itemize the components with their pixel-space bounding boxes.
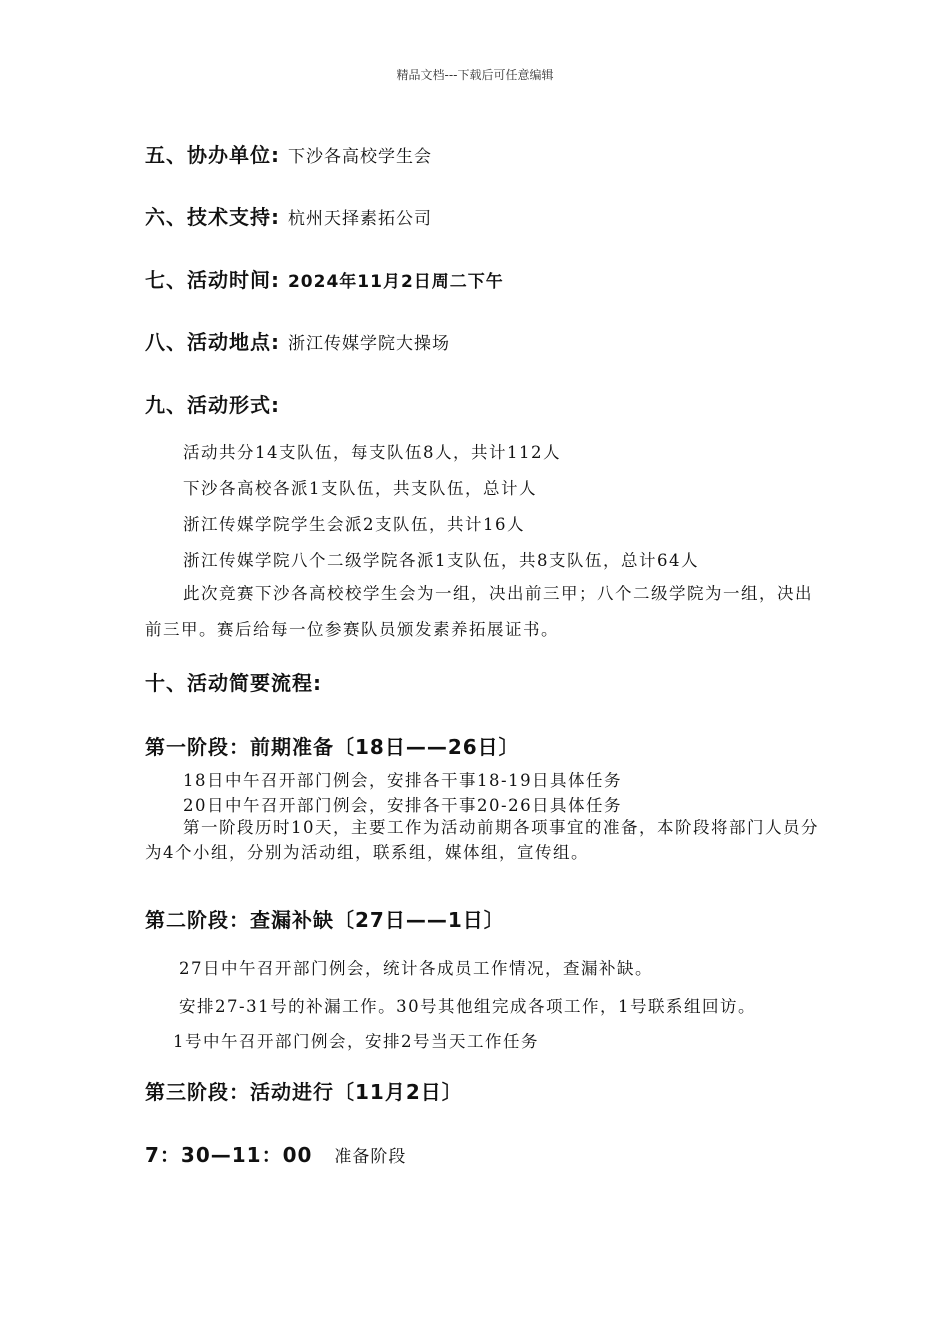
stage-1-paragraph: 第一阶段历时10天，主要工作为活动前期各项事宜的准备，本阶段将部门人员分为4个小组，分别为活动组，联系组，媒体组，宣传组。 bbox=[145, 818, 819, 862]
section-5-label: 五、协办单位: bbox=[145, 143, 280, 167]
section-6-value: 杭州天择素拓公司 bbox=[287, 209, 432, 229]
section-8-label: 八、活动地点: bbox=[145, 330, 280, 354]
section-6-heading bbox=[145, 201, 432, 230]
stage-2-line-1: 27日中午召开部门例会，统计各成员工作情况，查漏补缺。 bbox=[179, 959, 653, 978]
page-header: 精品文档---下载后可任意编辑 bbox=[396, 68, 554, 82]
section-5-value: 下沙各高校学生会 bbox=[287, 147, 432, 167]
section-9-paragraph: 此次竞赛下沙各高校校学生会为一组，决出前三甲；八个二级学院为一组，决出前三甲。赛后给每一位参赛队员颁发素养拓展证书。 bbox=[145, 584, 813, 639]
section-8-heading bbox=[145, 326, 450, 355]
stage-2-heading: 第二阶段：查漏补缺〔27日——1日〕 bbox=[145, 908, 505, 932]
section-6-label: 六、技术支持: bbox=[145, 205, 280, 229]
stage-2-line-3: 1号中午召开部门例会，安排2号当天工作任务 bbox=[173, 1032, 539, 1051]
stage-3-heading: 第三阶段：活动进行〔11月2日〕 bbox=[145, 1080, 463, 1104]
section-9-line-3: 浙江传媒学院学生会派2支队伍，共计16人 bbox=[183, 515, 525, 534]
section-9-line-1: 活动共分14支队伍，每支队伍8人，共计112人 bbox=[183, 443, 561, 462]
section-7-label: 七、活动时间: bbox=[145, 268, 280, 292]
section-9-line-2: 下沙各高校各派1支队伍，共支队伍，总计人 bbox=[183, 479, 537, 498]
stage-1-line-2: 20日中午召开部门例会，安排各干事20-26日具体任务 bbox=[183, 796, 623, 815]
section-8-value: 浙江传媒学院大操场 bbox=[287, 334, 450, 354]
section-7-heading bbox=[145, 264, 504, 293]
section-7-value: 2024年11月2日周二下午 bbox=[287, 272, 504, 292]
schedule-row bbox=[145, 1139, 406, 1168]
schedule-time: 7：30—11：00 bbox=[145, 1143, 313, 1167]
stage-1-line-1: 18日中午召开部门例会，安排各干事18-19日具体任务 bbox=[183, 771, 623, 790]
stage-1-heading: 第一阶段：前期准备〔18日——26日〕 bbox=[145, 735, 520, 759]
schedule-desc: 准备阶段 bbox=[334, 1147, 407, 1167]
section-10-heading: 十、活动简要流程: bbox=[145, 671, 322, 695]
section-5-heading bbox=[145, 139, 432, 168]
stage-2-line-2: 安排27-31号的补漏工作。30号其他组完成各项工作，1号联系组回访。 bbox=[179, 997, 757, 1016]
section-9-line-4: 浙江传媒学院八个二级学院各派1支队伍，共8支队伍，总计64人 bbox=[183, 551, 699, 570]
section-9-heading: 九、活动形式: bbox=[145, 393, 280, 417]
